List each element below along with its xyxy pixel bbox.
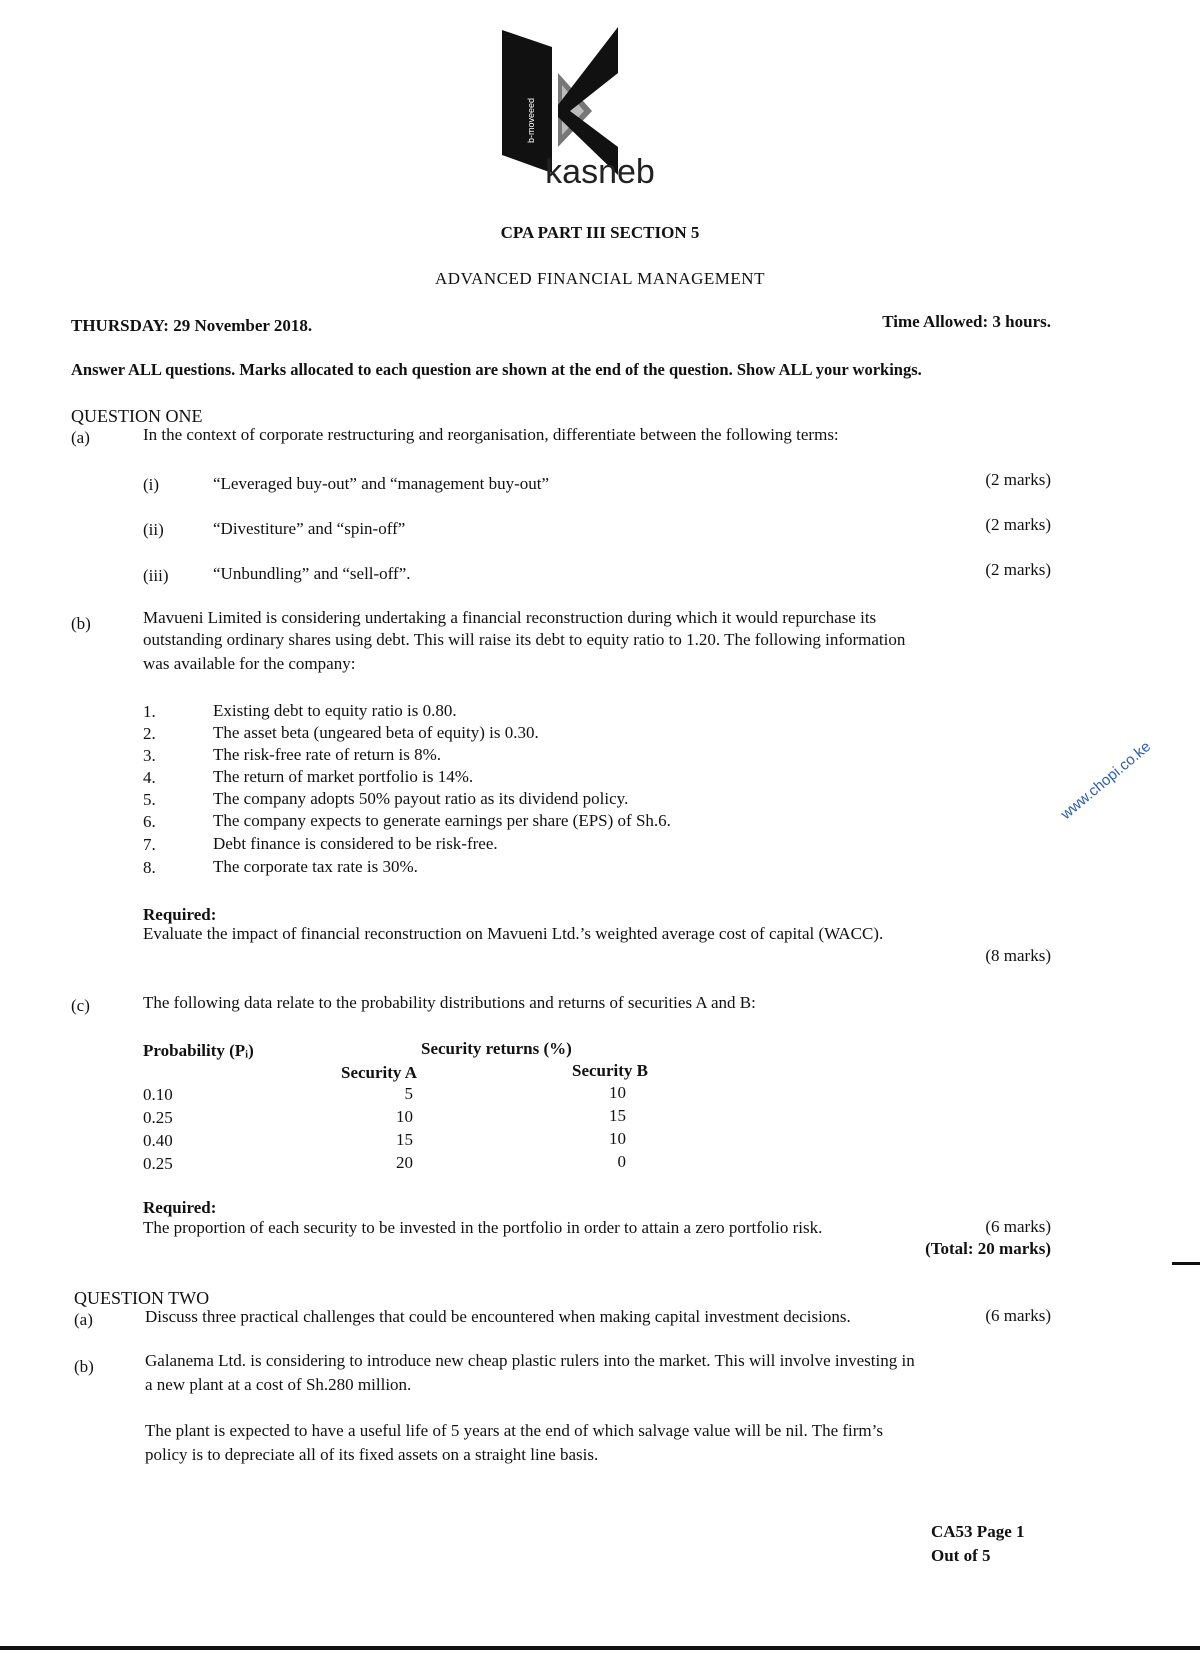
exam-date: THURSDAY: 29 November 2018.	[71, 316, 313, 335]
logo-wordmark: kasneb	[545, 153, 655, 191]
table-cell-security-a: 15	[396, 1130, 413, 1149]
q1b-marks: (8 marks)	[985, 946, 1051, 965]
table-cell-probability: 0.40	[143, 1131, 173, 1150]
q1b-intro-line: was available for the company:	[143, 654, 356, 673]
table-cell-probability: 0.10	[143, 1085, 173, 1104]
q2b-label: (b)	[74, 1357, 94, 1376]
q2b-line: The plant is expected to have a useful life of 5 years at the end of which salvage value will be nil. The firm’s	[145, 1421, 883, 1440]
q1b-list-text: The company expects to generate earnings per share (EPS) of Sh.6.	[213, 811, 671, 830]
q1b-label: (b)	[71, 614, 91, 633]
q1a-item-text: “Divestiture” and “spin-off”	[213, 519, 406, 538]
q1a-item-text: “Unbundling” and “sell-off”.	[213, 564, 411, 583]
watermark-url: www.chopi.co.ke	[1057, 738, 1155, 823]
logo-vertical-text: b-moveeed	[526, 97, 536, 143]
table-cell-security-b: 15	[609, 1106, 626, 1125]
q1c-required-label: Required:	[143, 1198, 217, 1217]
q1b-list-text: The corporate tax rate is 30%.	[213, 857, 418, 876]
q1c-marks: (6 marks)	[985, 1217, 1051, 1236]
q1b-list-num: 1.	[143, 702, 156, 721]
q1a-item-num: (iii)	[143, 566, 169, 585]
q1b-list-num: 7.	[143, 835, 156, 854]
q1b-list-text: The asset beta (ungeared beta of equity) is 0.30.	[213, 723, 539, 742]
q1a-label: (a)	[71, 428, 90, 447]
q1b-list-text: The company adopts 50% payout ratio as its dividend policy.	[213, 789, 629, 808]
q1-total-marks: (Total: 20 marks)	[925, 1239, 1051, 1258]
table-header-security-a: Security A	[341, 1063, 418, 1082]
q1b-required-text: Evaluate the impact of financial reconstruction on Mavueni Ltd.’s weighted average cost of capital (WACC).	[143, 924, 884, 943]
q1c-label: (c)	[71, 996, 90, 1015]
q1a-item-num: (ii)	[143, 520, 164, 539]
question-two-heading: QUESTION TWO	[74, 1288, 210, 1308]
q2a-label: (a)	[74, 1310, 93, 1329]
q1b-list-num: 4.	[143, 768, 156, 787]
q1b-list-num: 6.	[143, 812, 156, 831]
q1b-list-text: Debt finance is considered to be risk-free.	[213, 834, 498, 853]
table-cell-security-b: 0	[617, 1152, 626, 1171]
exam-subject: ADVANCED FINANCIAL MANAGEMENT	[435, 269, 765, 288]
q1b-list-text: Existing debt to equity ratio is 0.80.	[213, 701, 457, 720]
q1c-text: The following data relate to the probability distributions and returns of securities A and B:	[143, 993, 756, 1012]
table-cell-security-a: 5	[404, 1084, 413, 1103]
q2a-text: Discuss three practical challenges that could be encountered when making capital investment decisions.	[145, 1307, 851, 1326]
table-cell-security-b: 10	[609, 1129, 626, 1148]
footer-out-of: Out of 5	[931, 1546, 991, 1565]
q1a-text: In the context of corporate restructuring and reorganisation, differentiate between the following terms:	[143, 425, 839, 444]
q2b-line: policy is to depreciate all of its fixed assets on a straight line basis.	[145, 1445, 599, 1464]
table-header-returns: Security returns (%)	[421, 1039, 572, 1058]
question-one-heading: QUESTION ONE	[71, 406, 203, 426]
q1a-item-marks: (2 marks)	[985, 470, 1051, 489]
instructions: Answer ALL questions. Marks allocated to each question are shown at the end of the question. Show ALL your workings.	[71, 360, 922, 379]
q1a-item-text: “Leveraged buy-out” and “management buy-out”	[213, 474, 550, 493]
q1b-list-text: The risk-free rate of return is 8%.	[213, 745, 441, 764]
margin-mark	[1172, 1262, 1200, 1265]
table-cell-probability: 0.25	[143, 1108, 173, 1127]
exam-title: CPA PART III SECTION 5	[500, 223, 700, 242]
q1b-list-num: 5.	[143, 790, 156, 809]
table-header-probability: Probability (Pᵢ)	[143, 1041, 254, 1060]
q1b-list-num: 2.	[143, 724, 156, 743]
q1c-required-text: The proportion of each security to be invested in the portfolio in order to attain a zero portfolio risk.	[143, 1218, 823, 1237]
footer-page: CA53 Page 1	[931, 1522, 1025, 1541]
q1a-item-num: (i)	[143, 475, 160, 494]
time-allowed: Time Allowed: 3 hours.	[882, 312, 1051, 331]
table-cell-security-b: 10	[609, 1083, 626, 1102]
bottom-rule	[0, 1646, 1200, 1650]
q1b-intro-line: outstanding ordinary shares using debt. This will raise its debt to equity ratio to 1.20. The following information	[143, 630, 906, 649]
q1b-list-num: 8.	[143, 858, 156, 877]
q2a-marks: (6 marks)	[985, 1306, 1051, 1325]
q1a-item-marks: (2 marks)	[985, 515, 1051, 534]
q1b-list-num: 3.	[143, 746, 156, 765]
q2b-line: Galanema Ltd. is considering to introduce new cheap plastic rulers into the market. This will involve investing in	[145, 1351, 915, 1370]
table-header-security-b: Security B	[572, 1061, 649, 1080]
table-cell-probability: 0.25	[143, 1154, 173, 1173]
table-cell-security-a: 10	[396, 1107, 413, 1126]
q1b-list-text: The return of market portfolio is 14%.	[213, 767, 474, 786]
q1b-intro-line: Mavueni Limited is considering undertaking a financial reconstruction during which it would repurchase its	[143, 608, 877, 627]
q1a-item-marks: (2 marks)	[985, 560, 1051, 579]
table-cell-security-a: 20	[396, 1153, 413, 1172]
q1b-required-label: Required:	[143, 905, 217, 924]
q2b-line: a new plant at a cost of Sh.280 million.	[145, 1375, 412, 1394]
